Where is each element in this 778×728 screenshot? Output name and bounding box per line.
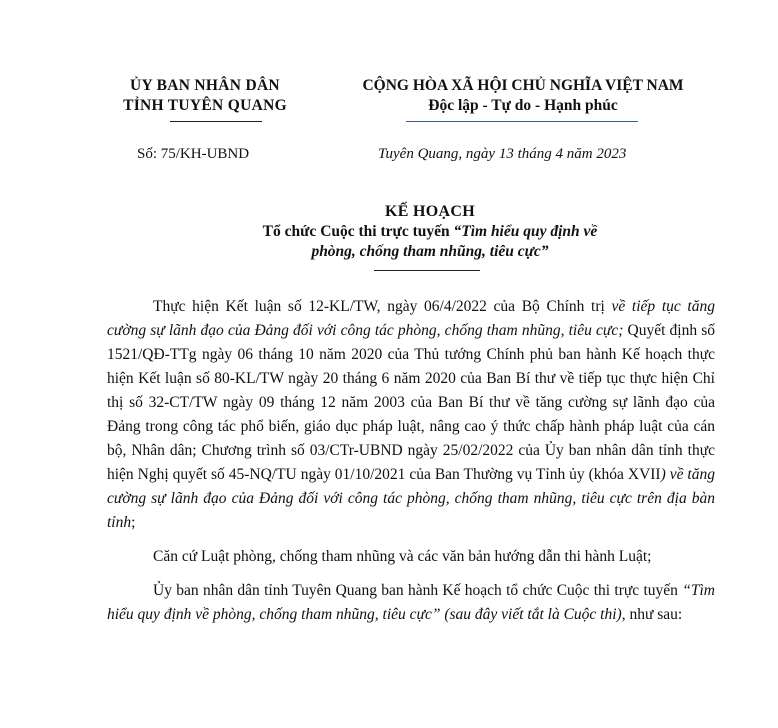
title-italic-1: “Tìm hiểu quy định về — [453, 223, 598, 240]
p3-text-c: , như sau: — [621, 606, 683, 623]
agency-line-1: ỦY BAN NHÂN DÂN — [130, 77, 280, 94]
p1-text-b: về tiếp tục tăng cường sự lãnh đạo của Đảng đối với công tác phòng, chống tham nhũng, tiêu cực; — [107, 298, 715, 339]
p3-text-a: Ủy ban nhân dân tỉnh Tuyên Quang ban hành Kế hoạch tổ chức Cuộc thi trực tuyến — [153, 582, 683, 599]
paragraph-2: Căn cứ Luật phòng, chống tham nhũng và các văn bản hướng dẫn thi hành Luật; — [153, 548, 652, 565]
document-body — [107, 295, 715, 637]
issuing-agency — [100, 76, 310, 116]
motto-underline — [406, 121, 638, 122]
p1-text-e: ; — [131, 514, 136, 531]
p1-text-c: Quyết định số 1521/QĐ-TTg ngày 06 tháng 10 năm 2020 của Thủ tướng Chính phủ ban hành Kế hoạch thực hiện Kết luận số 80-KL/TW ngày 20 tháng 6 năm 2020 của Ban Bí thư về tiếp tục thực hiện Chỉ thị số 32-CT/TW ngày 09 tháng 12 năm 2003 của Ban Bí thư về tăng cường sự lãnh đạo của Đảng trong công tác phổ biến, giáo dục pháp luật, nâng cao ý thức chấp hành pháp luật của cán bộ, Nhân dân; Chương trình số 03/CTr-UBND ngày 25/02/2022 của Ủy ban nhân dân tỉnh thực hiện Nghị quyết số 45-NQ/TU ngày 01/10/2021 của Ban Thường vụ Tỉnh ủy (khóa XVII — [107, 322, 715, 483]
agency-line-2: TỈNH TUYÊN QUANG — [123, 97, 287, 114]
p3-text-b: “Tìm hiểu quy định về phòng, chống tham nhũng, tiêu cực” (sau đây viết tắt là Cuộc thi) — [107, 582, 715, 623]
p1-text-a: Thực hiện Kết luận số 12-KL/TW, ngày 06/4/2022 của Bộ Chính trị — [153, 298, 612, 315]
country-name: CỘNG HÒA XÃ HỘI CHỦ NGHĨA VIỆT NAM — [362, 77, 684, 94]
title-plain: Tổ chức Cuộc thi trực tuyến — [262, 223, 454, 240]
title-type: KẾ HOẠCH — [385, 203, 475, 220]
national-motto — [330, 76, 716, 116]
title-italic-2: phòng, chống tham nhũng, tiêu cực” — [311, 243, 549, 260]
motto-line: Độc lập - Tự do - Hạnh phúc — [428, 97, 618, 114]
document-date: Tuyên Quang, ngày 13 tháng 4 năm 2023 — [378, 146, 627, 162]
title-underline — [374, 270, 480, 271]
document-number: Số: 75/KH-UBND — [137, 146, 250, 162]
paragraph-1 — [107, 295, 715, 535]
p1-text-d: ) về tăng cường sự lãnh đạo của Đảng đối với công tác phòng, chống tham nhũng, tiêu cực trên địa bàn tỉnh — [107, 466, 715, 531]
document-title — [120, 202, 740, 262]
title-line-2 — [120, 222, 740, 242]
agency-underline — [170, 121, 262, 122]
paragraph-3 — [107, 579, 715, 627]
